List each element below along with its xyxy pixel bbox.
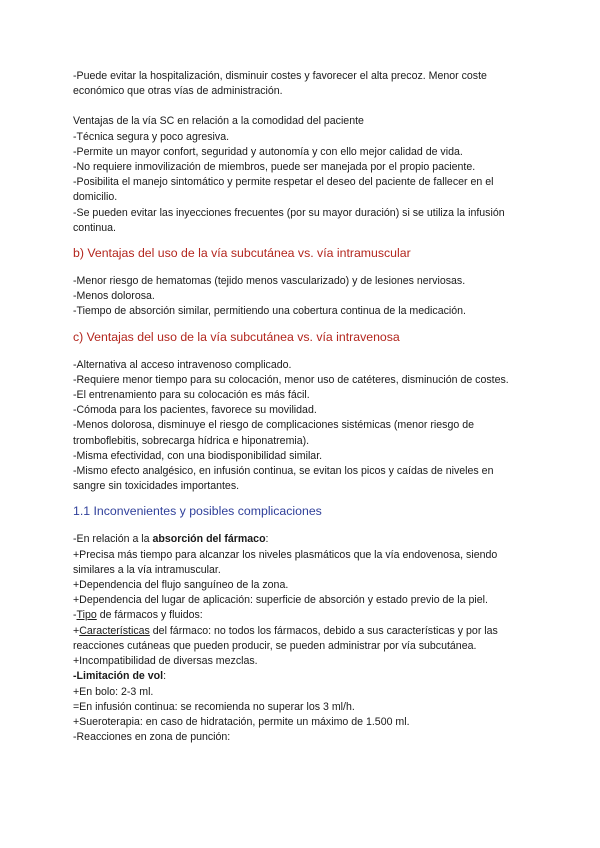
limit-suffix: : [163,670,167,683]
caracteristicas-item [73,624,523,654]
caract-underlined: Características [79,624,150,637]
absorcion-bold: absorción del fármaco [152,533,266,546]
section-c-heading: c) Ventajas del uso de la vía subcutánea vs. vía intravenosa [73,329,400,344]
section-c-item: -El entrenamiento para su colocación es más fácil. [73,389,310,402]
absorcion-prefix: -En relación a la [73,533,153,546]
section-c-item: -Cómoda para los pacientes, favorece su movilidad. [73,404,317,417]
caract-prefix: + [73,624,80,637]
section-b-heading: b) Ventajas del uso de la vía subcutánea vs. vía intramuscular [73,246,411,261]
limitacion-item: =En infusión continua: se recomienda no superar los 3 ml/h. [73,700,355,713]
comfort-item: -Permite un mayor confort, seguridad y autonomía y con ello mejor calidad de vida. [73,145,463,158]
section-b-item: -Menor riesgo de hematomas (tejido menos vascularizado) y de lesiones nerviosas. [73,275,466,288]
section-c-item: -Alternativa al acceso intravenoso complicado. [73,358,292,371]
comfort-item: -Técnica segura y poco agresiva. [73,130,230,143]
limitacion-line [73,669,523,684]
section-c-item: -Menos dolorosa, disminuye el riesgo de complicaciones sistémicas (menor riesgo de tromboflebitis, sobrecarga hídrica e hiponatremia). [73,419,474,447]
comfort-title: Ventajas de la vía SC en relación a la comodidad del paciente [73,115,364,128]
absorcion-item: +Precisa más tiempo para alcanzar los niveles plasmáticos que la vía endovenosa, siendo similares a la vía intramuscular. [73,548,498,576]
absorcion-suffix: : [265,533,269,546]
intro-paragraph: -Puede evitar la hospitalización, disminuir costes y favorecer el alta precoz. Menor coste económico que otras vías de administración. [73,70,487,98]
tipo-prefix: - [73,609,77,622]
section-b-item: -Menos dolorosa. [73,290,155,303]
limitacion-item: +Sueroterapia: en caso de hidratación, permite un máximo de 1.500 ml. [73,715,410,728]
section-1-1-heading: 1.1 Inconvenientes y posibles complicaciones [73,504,322,519]
section-c-item: -Mismo efecto analgésico, en infusión continua, se evitan los picos y caídas de niveles en sangre sin toxicidades importantes. [73,465,494,493]
document-body [73,69,523,745]
reacciones-line: -Reacciones en zona de punción: [73,731,231,744]
caract-suffix: del fármaco: no todos los fármacos, debido a sus características y por las reacciones cutáneas que pueden producir, se pueden administrar por vía subcutánea. [73,624,498,652]
absorcion-item: +Dependencia del flujo sanguíneo de la zona. [73,579,289,592]
section-c-item: -Requiere menor tiempo para su colocación, menor uso de catéteres, disminución de costes. [73,373,509,386]
limitacion-item: +En bolo: 2-3 ml. [73,685,154,698]
tipo-suffix: de fármacos y fluidos: [96,609,203,622]
incompatibilidad-item: +Incompatibilidad de diversas mezclas. [73,655,258,668]
comfort-item: -No requiere inmovilización de miembros, puede ser manejada por el propio paciente. [73,161,476,174]
absorcion-item: +Dependencia del lugar de aplicación: superficie de absorción y estado previo de la piel. [73,594,488,607]
tipo-line [73,608,523,623]
section-b-item: -Tiempo de absorción similar, permitiendo una cobertura continua de la medicación. [73,305,466,318]
comfort-item: -Posibilita el manejo sintomático y permite respetar el deseo del paciente de fallecer en el domicilio. [73,176,494,204]
absorcion-intro [73,532,523,547]
comfort-item: -Se pueden evitar las inyecciones frecuentes (por su mayor duración) si se utiliza la infusión continua. [73,206,505,234]
section-c-item: -Misma efectividad, con una biodisponibilidad similar. [73,449,323,462]
tipo-underlined: Tipo [76,609,97,622]
limit-bold: -Limitación de vol [73,670,164,683]
